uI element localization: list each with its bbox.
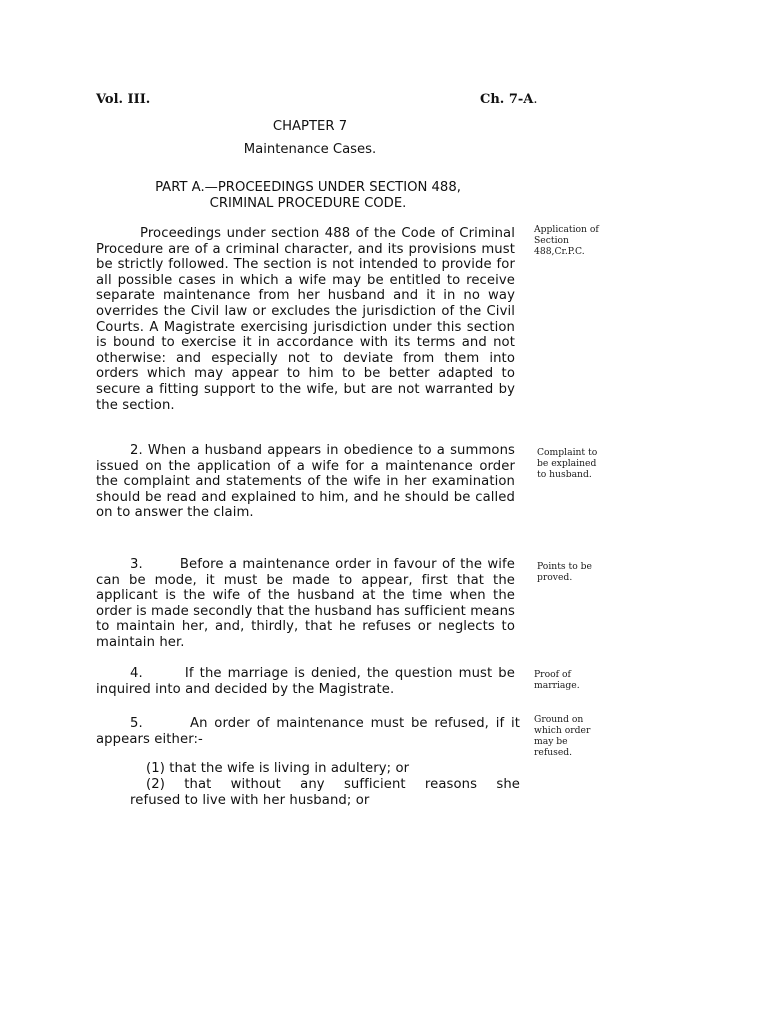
margin-note-line: which order	[534, 725, 591, 736]
paragraph-1: Proceedings under section 488 of the Code of Criminal Procedure are of a criminal character, and its provisions must be strictly followed. The section is not intended to provide for all possible cases in which a wife may be entitled to receive separate maintenance from her husband and it in no way overrides the Civil law or excludes the jurisdiction of the Civil Courts. A Magistrate exercising jurisdiction under this section is bound to exercise it in accordance with its terms and not otherwise: and especially not to deviate from them into orders which may appear to him to be better adapted to secure a fitting support to the wife, but are not warranted by the section.	[96, 226, 515, 413]
margin-note-line: Complaint to	[537, 447, 598, 458]
part-heading	[96, 180, 520, 211]
margin-note-line: may be	[534, 736, 568, 747]
margin-note-line: to husband.	[537, 469, 592, 480]
margin-note-line: Ground on	[534, 714, 584, 725]
margin-note-line: Application of	[534, 224, 599, 235]
margin-note-line: Section	[534, 235, 569, 246]
part-heading-line-2: CRIMINAL PROCEDURE CODE.	[209, 195, 407, 211]
list-item-1: (1) that the wife is living in adultery; or	[146, 761, 410, 776]
list-item-2-line-2: refused to live with her husband; or	[130, 793, 370, 808]
paragraph-5: 5. An order of maintenance must be refused, if it appears either:-	[96, 716, 525, 747]
paragraph-2: 2. When a husband appears in obedience to a summons issued on the application of a wife for a maintenance order the complaint and statements of the wife in her examination should be read and explained to him, and he should be called on to answer the claim.	[96, 443, 515, 521]
margin-note-application	[534, 224, 599, 257]
margin-note-complaint	[537, 447, 597, 480]
volume-header: Vol. III.	[96, 92, 151, 107]
chapter-reference-text: Ch. 7-A	[480, 92, 534, 107]
margin-note-points	[537, 561, 592, 583]
chapter-reference-period: .	[533, 92, 538, 107]
margin-note-line: refused.	[534, 747, 573, 758]
list-item-2-line-1: (2) that without any sufficient reasons she	[146, 777, 520, 792]
chapter-title: CHAPTER 7	[272, 119, 348, 134]
paragraph-4: 4. If the marriage is denied, the question must be inquired into and decided by the Magistrate.	[96, 666, 520, 697]
margin-note-line: proved.	[537, 572, 573, 583]
part-heading-line-1: PART A.—PROCEEDINGS UNDER SECTION 488,	[155, 180, 461, 195]
margin-note-line: be explained	[537, 458, 597, 469]
paragraph-3: 3. Before a maintenance order in favour of the wife can be mode, it must be made to appear, first that the applicant is the wife of the husband at the time when the order is made secondly that the husband has sufficient means to maintain her, and, thirdly, that he refuses or neglects to maintain her.	[96, 557, 520, 650]
chapter-reference	[480, 92, 538, 107]
chapter-subtitle: Maintenance Cases.	[243, 142, 377, 157]
margin-note-line: marriage.	[534, 680, 580, 691]
margin-note-proof	[534, 669, 580, 691]
margin-note-ground	[534, 714, 590, 758]
margin-note-line: 488,Cr.P.C.	[534, 246, 585, 257]
margin-note-line: Proof of	[534, 669, 571, 680]
margin-note-line: Points to be	[537, 561, 592, 572]
